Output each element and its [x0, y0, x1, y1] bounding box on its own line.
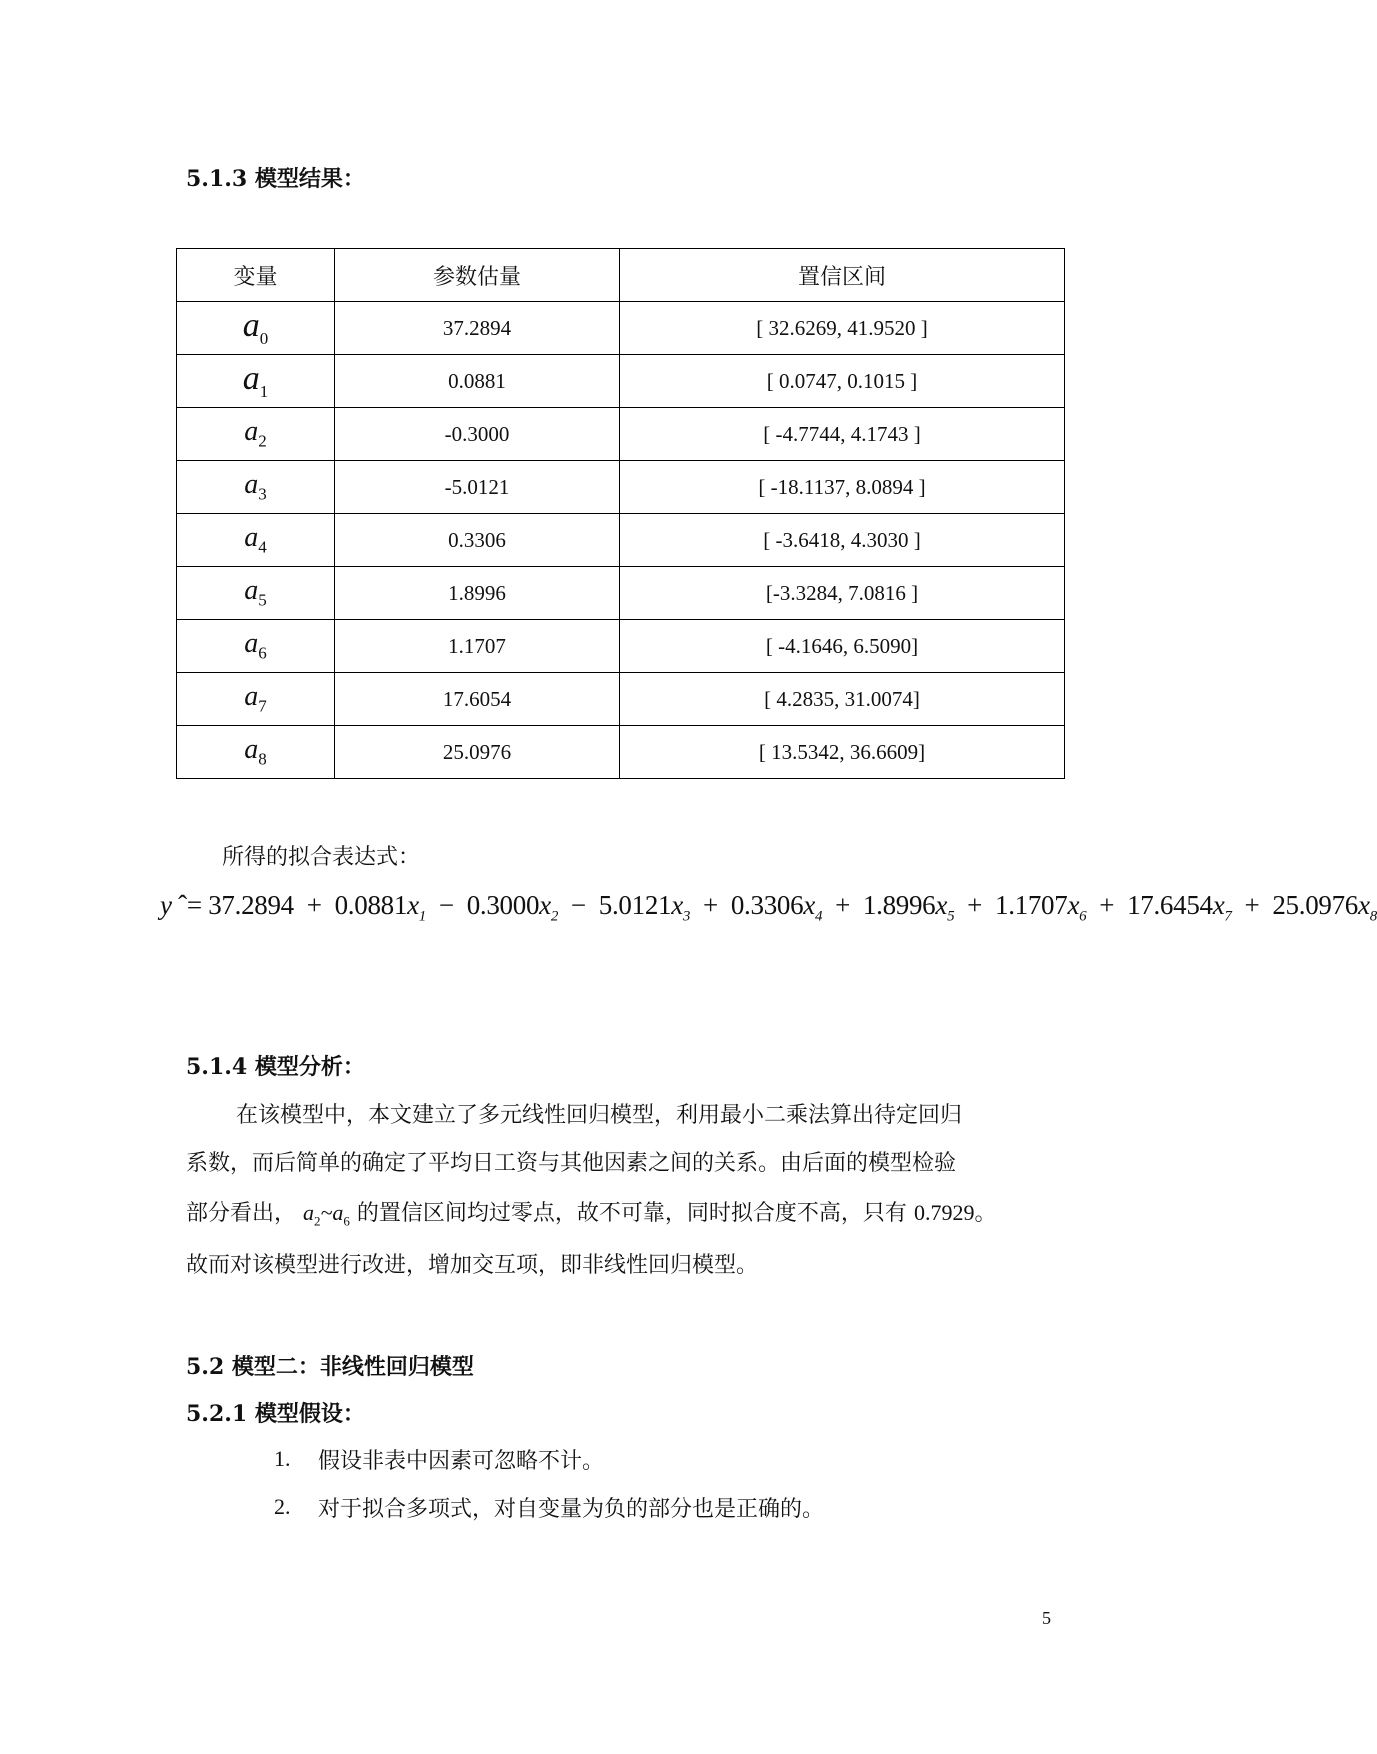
- variable-cell: $a_8$: [177, 726, 335, 779]
- table-row: [177, 408, 1065, 461]
- interval-cell: [ -4.1646, 6.5090]: [620, 620, 1065, 673]
- interval-cell: [ -18.1137, 8.0894 ]: [620, 461, 1065, 514]
- coefficient-range: $a_2\sim a_6$: [303, 1200, 350, 1229]
- section-heading-5-2: 5.2 模型二：非线性回归模型: [186, 1354, 474, 1380]
- table-row: [177, 620, 1065, 673]
- interval-cell: [ 4.2835, 31.0074]: [620, 673, 1065, 726]
- estimate-cell: 0.0881: [335, 355, 620, 408]
- analysis-line-4: 故而对该模型进行改进，增加交互项，即非线性回归模型。: [186, 1253, 759, 1278]
- variable-cell: $a_3$: [177, 461, 335, 514]
- estimate-cell: 0.3306: [335, 514, 620, 567]
- header-estimate: 参数估量: [335, 249, 620, 302]
- section-heading-5-1-4: 5.1.4 模型分析：: [186, 1054, 365, 1080]
- variable-cell: $a_4$: [177, 514, 335, 567]
- interval-cell: [ -3.6418, 4.3030 ]: [620, 514, 1065, 567]
- variable-cell: $a_2$: [177, 408, 335, 461]
- estimate-cell: 17.6054: [335, 673, 620, 726]
- analysis-line-3-prefix: 部分看出，: [186, 1201, 297, 1226]
- interval-cell: [-3.3284, 7.0816 ]: [620, 567, 1065, 620]
- section-heading-5-1-3: 5.1.3 模型结果：: [186, 166, 365, 192]
- variable-cell: $a_1$: [177, 355, 335, 408]
- assumption-number-2: 2.: [274, 1494, 291, 1519]
- goodness-of-fit-value: 0.7929: [913, 1200, 975, 1225]
- header-confidence-interval: 置信区间: [620, 249, 1065, 302]
- estimate-cell: -0.3000: [335, 408, 620, 461]
- assumption-text-2: 对于拟合多项式，对自变量为负的部分也是正确的。: [318, 1497, 825, 1522]
- analysis-line-3: [186, 1196, 996, 1229]
- table-row: [177, 461, 1065, 514]
- estimate-cell: 1.8996: [335, 567, 620, 620]
- analysis-line-1: 在该模型中，本文建立了多元线性回归模型，利用最小二乘法算出待定回归: [236, 1103, 963, 1128]
- estimate-cell: 25.0976: [335, 726, 620, 779]
- page-number: 5: [1042, 1608, 1051, 1628]
- interval-cell: [ 32.6269, 41.9520 ]: [620, 302, 1065, 355]
- table-row: [177, 302, 1065, 355]
- formula-y: y: [160, 890, 172, 920]
- parameter-table: [176, 248, 1065, 779]
- analysis-line-2: 系数，而后简单的确定了平均日工资与其他因素之间的关系。由后面的模型检验: [186, 1151, 957, 1176]
- variable-cell: $a_6$: [177, 620, 335, 673]
- analysis-line-3-text: 的置信区间均过零点，故不可靠，同时拟合度不高，只有: [356, 1201, 907, 1226]
- fitted-formula: y ˆ= $37.2894 + 0.0881x_1 - 0.3000x_2 - 5.0121x_3 + 0.3306x_4 + 1.8996x_5 + 1.1707x_6 + 17.6454x_7 + 25.0976x_8$: [160, 890, 1377, 925]
- header-variable: 变量: [177, 249, 335, 302]
- estimate-cell: -5.0121: [335, 461, 620, 514]
- table-row: [177, 673, 1065, 726]
- section-heading-5-2-1: 5.2.1 模型假设：: [186, 1401, 365, 1427]
- table-row: [177, 514, 1065, 567]
- estimate-cell: 1.1707: [335, 620, 620, 673]
- analysis-line-3-end: 。: [974, 1201, 997, 1226]
- assumption-number-1: 1.: [274, 1446, 291, 1471]
- assumption-text-1: 假设非表中因素可忽略不计。: [318, 1449, 605, 1474]
- interval-cell: [ 0.0747, 0.1015 ]: [620, 355, 1065, 408]
- variable-cell: $a_0$: [177, 302, 335, 355]
- interval-cell: [ -4.7744, 4.1743 ]: [620, 408, 1065, 461]
- estimate-cell: 37.2894: [335, 302, 620, 355]
- table-row: [177, 726, 1065, 779]
- table-row: [177, 567, 1065, 620]
- table-row: [177, 355, 1065, 408]
- interval-cell: [ 13.5342, 36.6609]: [620, 726, 1065, 779]
- table-header-row: [177, 249, 1065, 302]
- variable-cell: $a_7$: [177, 673, 335, 726]
- fit-intro: 所得的拟合表达式：: [222, 845, 421, 870]
- variable-cell: $a_5$: [177, 567, 335, 620]
